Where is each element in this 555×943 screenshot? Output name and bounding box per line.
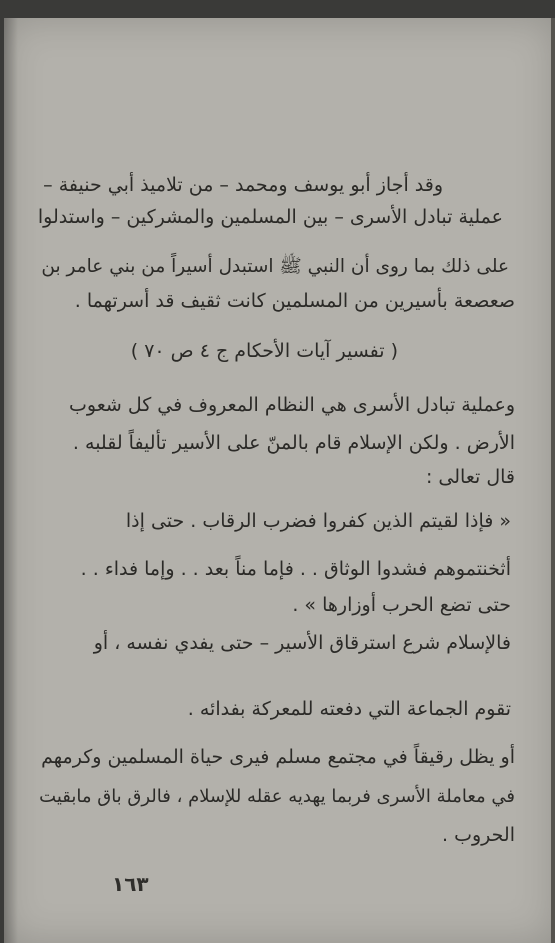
- text-line-2: عملية تبادل الأسرى – بين المسلمين والمشركين – واستدلوا: [37, 206, 503, 228]
- text-line-14: أو يظل رقيقاً في مجتمع مسلم فيرى حياة المسلمين وكرمهم: [41, 746, 515, 768]
- text-line-13: تقوم الجماعة التي دفعته للمعركة بفدائه .: [187, 698, 511, 720]
- text-line-8: قال تعالى :: [425, 466, 515, 488]
- text-line-15: في معاملة الأسرى فربما يهديه عقله للإسلام ، فالرق باق مابقيت: [39, 786, 515, 807]
- quran-line-3: حتى تضع الحرب أوزارها » .: [292, 594, 511, 616]
- text-line-4: صعصعة بأسيرين من المسلمين كانت ثقيف قد أسرتهما .: [74, 290, 515, 312]
- citation-line: ( تفسير آيات الأحكام ج ٤ ص ٧٠ ): [130, 340, 398, 362]
- quran-line-1: « فإذا لقيتم الذين كفروا فضرب الرقاب . حتى إذا: [125, 510, 511, 532]
- page-edge: [551, 18, 555, 943]
- text-line-16: الحروب .: [442, 824, 515, 846]
- page-number: ١٦٣: [112, 872, 149, 896]
- text-line-12: فالإسلام شرع استرقاق الأسير – حتى يفدي نفسه ، أو: [93, 632, 511, 654]
- text-line-1: وقد أجاز أبو يوسف ومحمد – من تلاميذ أبي حنيفة –: [43, 174, 443, 196]
- text-line-3: على ذلك بما روى أن النبي ﷺ استبدل أسيراً من بني عامر بن: [41, 256, 509, 277]
- text-line-7: الأرض . ولكن الإسلام قام بالمنّ على الأسير تأليفاً لقلبه .: [72, 432, 515, 454]
- quran-line-2: أثخنتموهم فشدوا الوثاق . . فإما مناً بعد . . وإما فداء . .: [80, 558, 511, 580]
- text-line-6: وعملية تبادل الأسرى هي النظام المعروف في كل شعوب: [69, 394, 515, 416]
- page-spine-shadow: [4, 18, 18, 943]
